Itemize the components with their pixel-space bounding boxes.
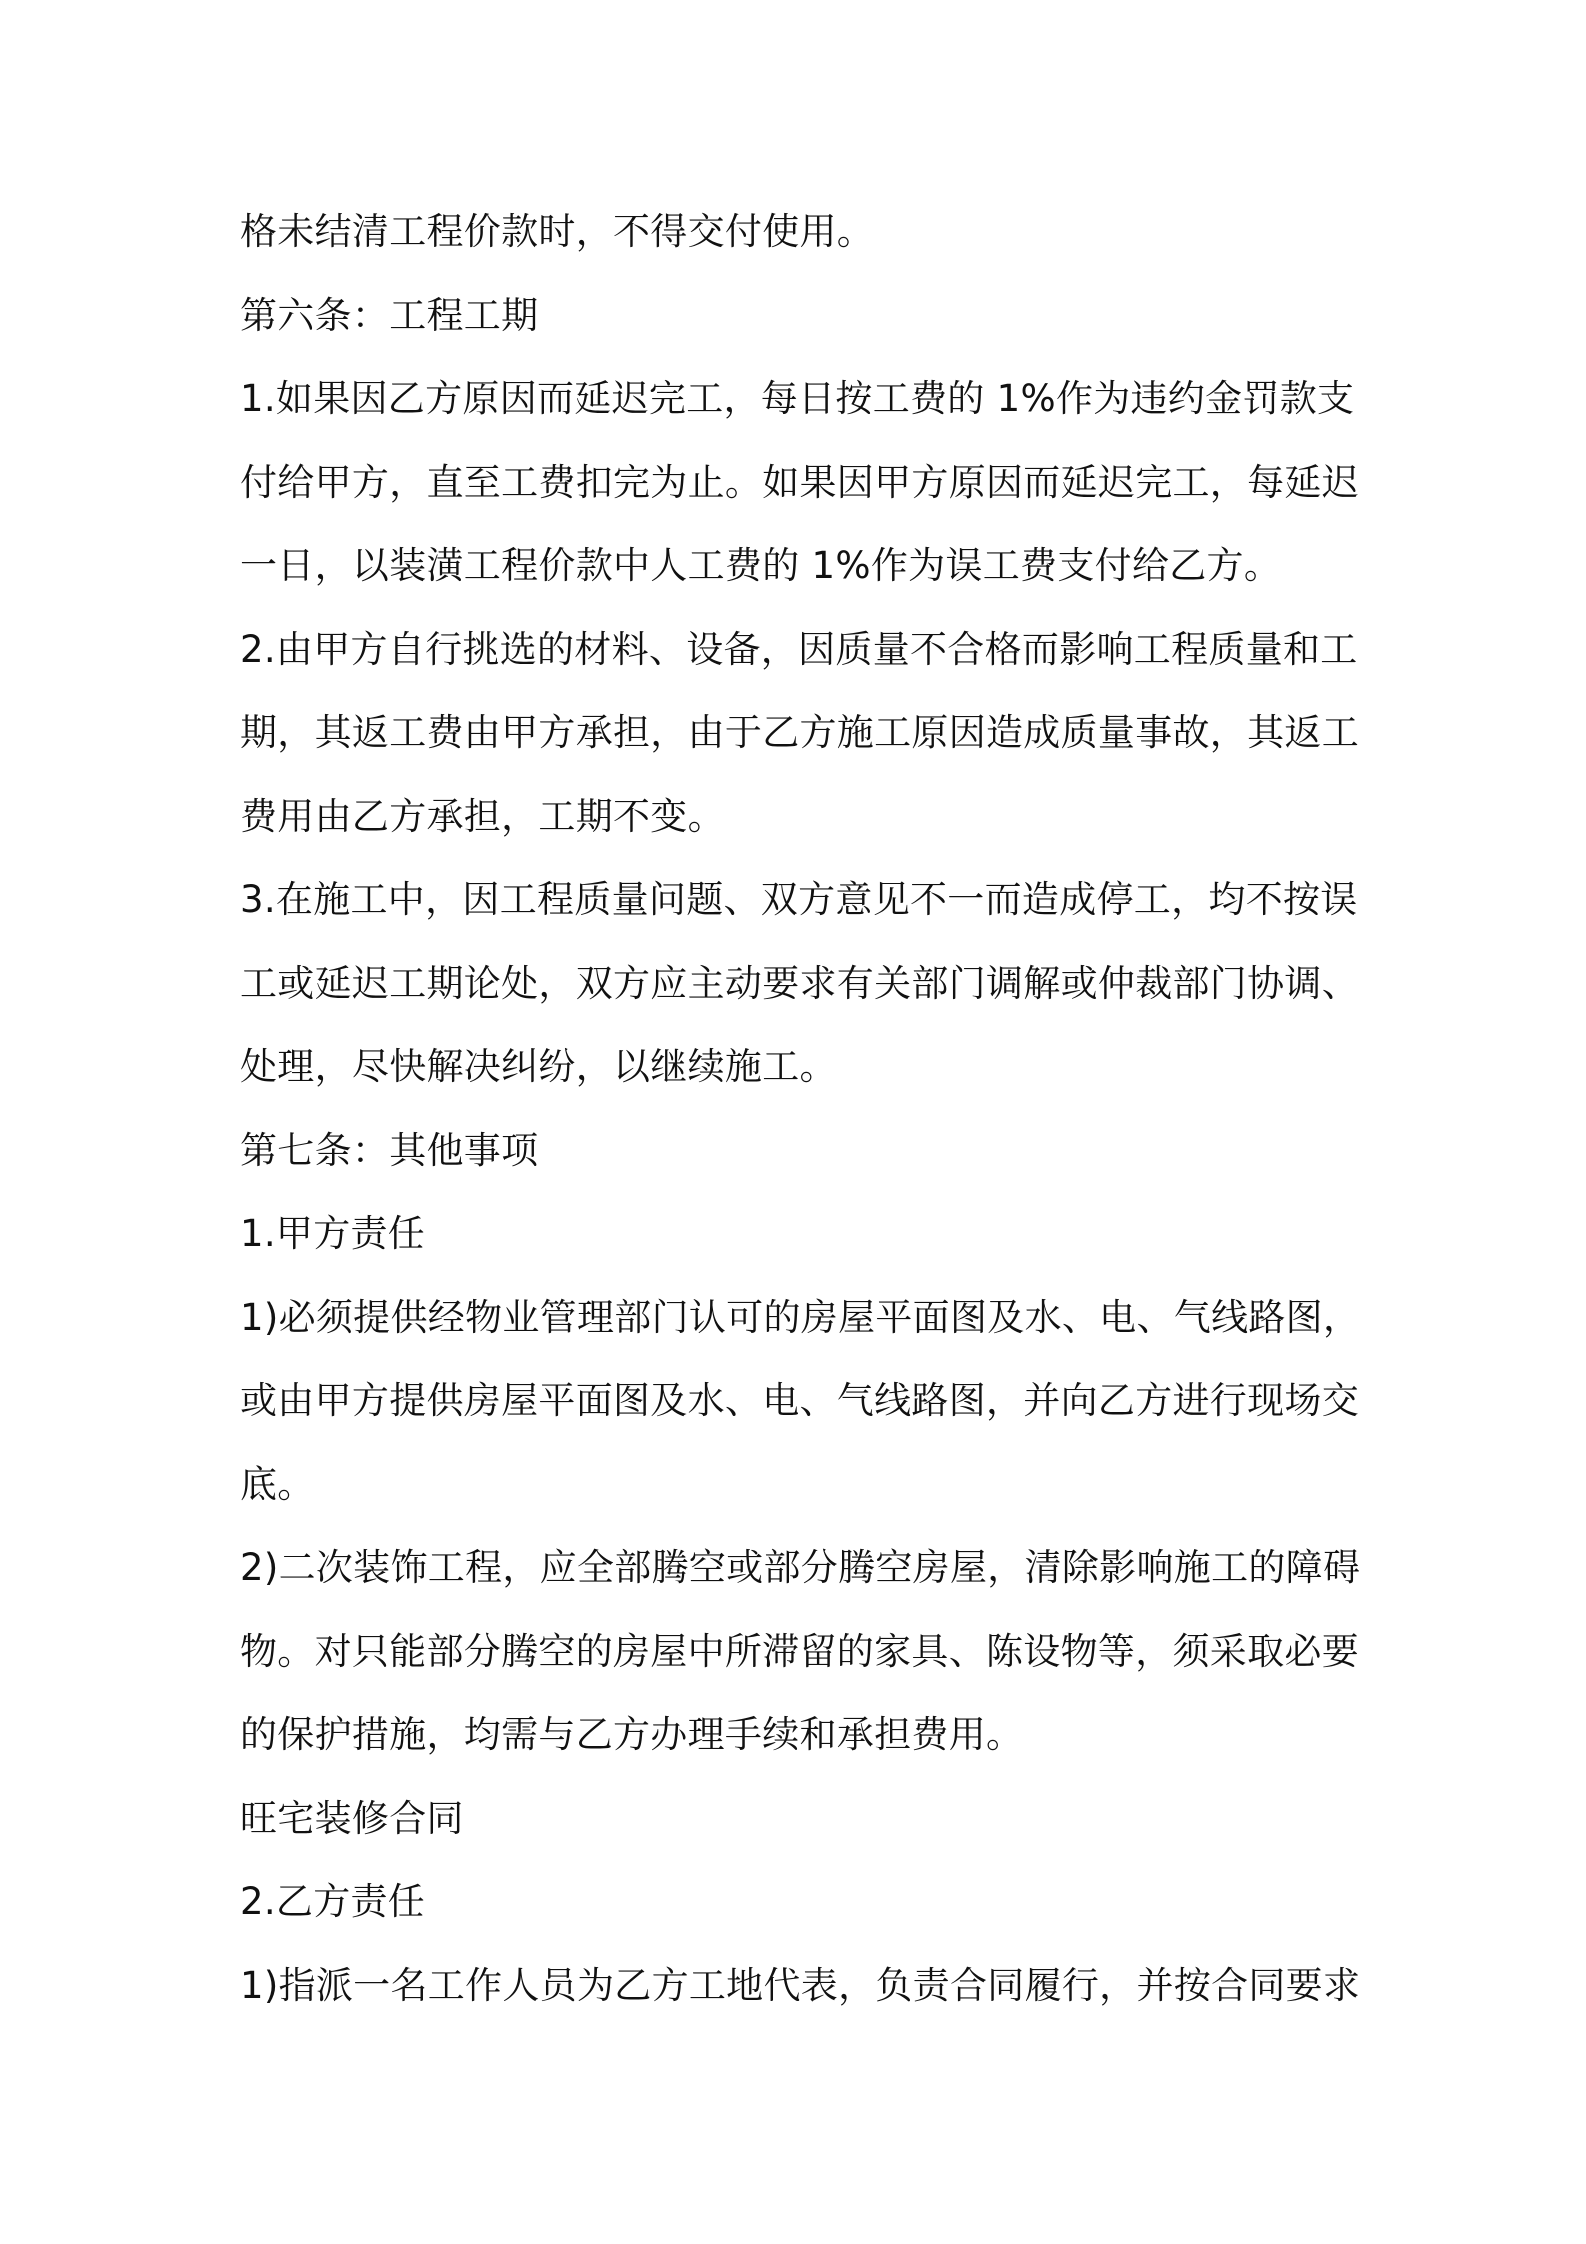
text-line: 付给甲方，直至工费扣完为止。如果因甲方原因而延迟完工，每延迟 (240, 460, 1359, 504)
text-line: 3.在施工中，因工程质量问题、双方意见不一而造成停工，均不按误 (240, 878, 1358, 921)
text-line: 物。对只能部分腾空的房屋中所滞留的家具、陈设物等，须采取必要 (240, 1629, 1359, 1673)
text-line: 费用由乙方承担，工期不变。 (240, 794, 725, 838)
subsection-heading: 2.乙方责任 (240, 1880, 426, 1923)
subsection-heading: 1.甲方责任 (240, 1212, 426, 1255)
text-line: 或由甲方提供房屋平面图及水、电、气线路图，并向乙方进行现场交 (240, 1379, 1359, 1422)
text-line: 1.如果因乙方原因而延迟完工，每日按工费的 1%作为违约金罚款支 (240, 377, 1355, 420)
text-line: 期，其返工费由甲方承担，由于乙方施工原因造成质量事故，其返工 (240, 711, 1359, 754)
text-line: 2.由甲方自行挑选的材料、设备，因质量不合格而影响工程质量和工 (240, 627, 1358, 671)
text-line: 格未结清工程价款时，不得交付使用。 (240, 210, 875, 253)
document-label: 旺宅装修合同 (240, 1796, 464, 1840)
text-line: 底。 (240, 1462, 315, 1506)
text-line: 2)二次装饰工程，应全部腾空或部分腾空房屋，清除影响施工的障碍 (240, 1546, 1361, 1589)
document-body (240, 190, 1370, 2027)
text-line: 1)指派一名工作人员为乙方工地代表，负责合同履行，并按合同要求 (240, 1963, 1361, 2007)
text-line: 的保护措施，均需与乙方办理手续和承担费用。 (240, 1713, 1024, 1756)
section-heading: 第七条：其他事项 (240, 1128, 539, 1172)
text-line: 工或延迟工期论处，双方应主动要求有关部门调解或仲裁部门协调、 (240, 961, 1359, 1005)
text-line: 一日，以装潢工程价款中人工费的 1%作为误工费支付给乙方。 (240, 544, 1282, 587)
text-line: 1)必须提供经物业管理部门认可的房屋平面图及水、电、气线路图， (240, 1295, 1361, 1339)
section-heading: 第六条：工程工期 (240, 293, 539, 337)
text-line: 处理，尽快解决纠纷，以继续施工。 (240, 1045, 837, 1088)
